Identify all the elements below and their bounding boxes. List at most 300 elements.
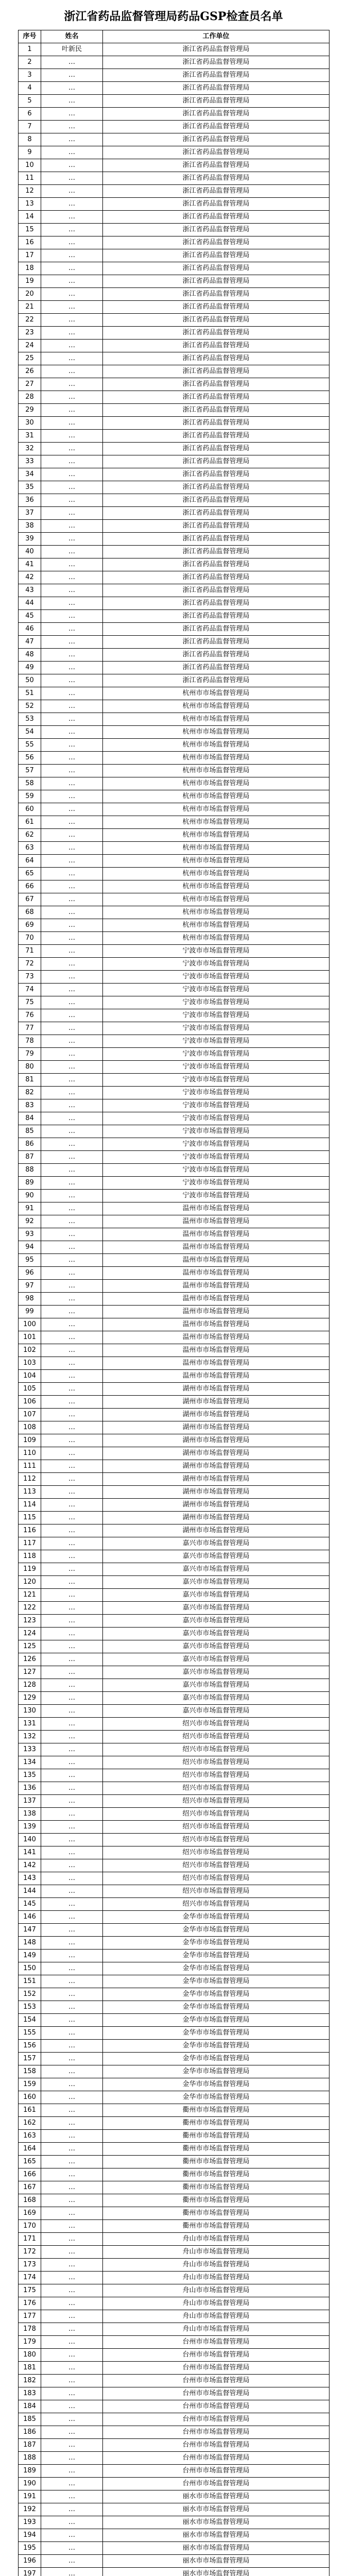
work-unit: 台州市市场监督管理局 xyxy=(103,2336,329,2349)
work-unit: 舟山市市场监督管理局 xyxy=(103,2310,329,2323)
row-number: 39 xyxy=(19,533,41,546)
table-row xyxy=(19,133,329,146)
row-number: 119 xyxy=(19,1563,41,1576)
inspector-name: … xyxy=(41,945,103,958)
inspector-name: … xyxy=(41,2078,103,2091)
inspector-name: … xyxy=(41,1962,103,1975)
table-row xyxy=(19,533,329,546)
work-unit: 杭州市市场监督管理局 xyxy=(103,777,329,790)
table-row xyxy=(19,1859,329,1872)
work-unit: 浙江省药品监督管理局 xyxy=(103,610,329,623)
header-row xyxy=(19,30,329,43)
row-number: 98 xyxy=(19,1293,41,1306)
inspector-name: … xyxy=(41,2516,103,2529)
work-unit: 绍兴市市场监督管理局 xyxy=(103,1859,329,1872)
work-unit: 湖州市市场监督管理局 xyxy=(103,1383,329,1396)
work-unit: 嘉兴市市场监督管理局 xyxy=(103,1666,329,1679)
inspector-name: … xyxy=(41,507,103,520)
table-row xyxy=(19,1898,329,1911)
inspector-name: … xyxy=(41,417,103,430)
inspector-name: … xyxy=(41,1769,103,1782)
work-unit: 衢州市市场监督管理局 xyxy=(103,2181,329,2194)
table-row xyxy=(19,262,329,275)
table-row xyxy=(19,739,329,752)
table-row xyxy=(19,56,329,69)
work-unit: 丽水市市场监督管理局 xyxy=(103,2542,329,2555)
table-row xyxy=(19,1293,329,1306)
row-number: 6 xyxy=(19,108,41,121)
inspector-name: … xyxy=(41,649,103,662)
row-number: 163 xyxy=(19,2130,41,2143)
row-number: 183 xyxy=(19,2387,41,2400)
inspector-name: … xyxy=(41,2014,103,2027)
inspector-name: … xyxy=(41,314,103,327)
row-number: 88 xyxy=(19,1164,41,1177)
table-row xyxy=(19,2246,329,2259)
inspector-name: … xyxy=(41,700,103,713)
table-row xyxy=(19,378,329,391)
inspector-name: … xyxy=(41,1756,103,1769)
row-number: 34 xyxy=(19,468,41,481)
inspector-name: … xyxy=(41,2310,103,2323)
row-number: 117 xyxy=(19,1537,41,1550)
table-row xyxy=(19,1589,329,1602)
row-number: 52 xyxy=(19,700,41,713)
table-row xyxy=(19,1421,329,1434)
table-row xyxy=(19,2426,329,2439)
table-row xyxy=(19,2233,329,2246)
table-row xyxy=(19,2220,329,2233)
row-number: 75 xyxy=(19,996,41,1009)
row-number: 28 xyxy=(19,391,41,404)
row-number: 38 xyxy=(19,520,41,533)
row-number: 172 xyxy=(19,2246,41,2259)
row-number: 27 xyxy=(19,378,41,391)
work-unit: 浙江省药品监督管理局 xyxy=(103,404,329,417)
inspector-name: … xyxy=(41,1009,103,1022)
row-number: 129 xyxy=(19,1692,41,1705)
inspector-name: … xyxy=(41,121,103,133)
work-unit: 台州市市场监督管理局 xyxy=(103,2478,329,2490)
table-row xyxy=(19,2130,329,2143)
row-number: 8 xyxy=(19,133,41,146)
inspector-name: … xyxy=(41,430,103,443)
work-unit: 嘉兴市市场监督管理局 xyxy=(103,1537,329,1550)
inspector-name: … xyxy=(41,1293,103,1306)
table-row xyxy=(19,893,329,906)
table-row xyxy=(19,288,329,301)
row-number: 3 xyxy=(19,69,41,82)
inspector-name: … xyxy=(41,1550,103,1563)
work-unit: 台州市市场监督管理局 xyxy=(103,2387,329,2400)
row-number: 140 xyxy=(19,1834,41,1846)
inspector-name: … xyxy=(41,2168,103,2181)
work-unit: 宁波市市场监督管理局 xyxy=(103,1035,329,1048)
work-unit: 浙江省药品监督管理局 xyxy=(103,314,329,327)
work-unit: 台州市市场监督管理局 xyxy=(103,2452,329,2465)
row-number: 176 xyxy=(19,2297,41,2310)
work-unit: 衢州市市场监督管理局 xyxy=(103,2130,329,2143)
inspector-name: … xyxy=(41,1731,103,1743)
inspector-name: … xyxy=(41,1151,103,1164)
table-row xyxy=(19,1988,329,2001)
inspector-name: … xyxy=(41,2336,103,2349)
row-number: 87 xyxy=(19,1151,41,1164)
inspector-name: … xyxy=(41,2156,103,2168)
table-row xyxy=(19,765,329,777)
row-number: 72 xyxy=(19,958,41,971)
inspector-name: … xyxy=(41,726,103,739)
row-number: 5 xyxy=(19,95,41,108)
row-number: 44 xyxy=(19,597,41,610)
inspector-name: … xyxy=(41,1434,103,1447)
work-unit: 嘉兴市市场监督管理局 xyxy=(103,1589,329,1602)
inspector-name: … xyxy=(41,1048,103,1061)
table-row xyxy=(19,172,329,185)
table-row xyxy=(19,1731,329,1743)
table-row xyxy=(19,842,329,855)
inspector-name: … xyxy=(41,2272,103,2284)
table-row xyxy=(19,1280,329,1293)
table-row xyxy=(19,1769,329,1782)
table-row xyxy=(19,1524,329,1537)
table-row xyxy=(19,224,329,236)
work-unit: 浙江省药品监督管理局 xyxy=(103,597,329,610)
row-number: 16 xyxy=(19,236,41,249)
table-row xyxy=(19,2284,329,2297)
table-row xyxy=(19,236,329,249)
row-number: 66 xyxy=(19,880,41,893)
work-unit: 金华市市场监督管理局 xyxy=(103,1924,329,1937)
inspector-name: … xyxy=(41,571,103,584)
inspector-name: … xyxy=(41,1331,103,1344)
row-number: 57 xyxy=(19,765,41,777)
inspector-name: … xyxy=(41,1885,103,1898)
work-unit: 绍兴市市场监督管理局 xyxy=(103,1795,329,1808)
work-unit: 宁波市市场监督管理局 xyxy=(103,1190,329,1202)
inspector-name: … xyxy=(41,623,103,636)
work-unit: 嘉兴市市场监督管理局 xyxy=(103,1679,329,1692)
work-unit: 浙江省药品监督管理局 xyxy=(103,649,329,662)
inspector-name: … xyxy=(41,1254,103,1267)
table-row xyxy=(19,1692,329,1705)
inspector-name: … xyxy=(41,1215,103,1228)
row-number: 188 xyxy=(19,2452,41,2465)
table-row xyxy=(19,2001,329,2014)
work-unit: 杭州市市场监督管理局 xyxy=(103,790,329,803)
inspector-name: … xyxy=(41,1267,103,1280)
work-unit: 舟山市市场监督管理局 xyxy=(103,2284,329,2297)
table-row xyxy=(19,1383,329,1396)
row-number: 4 xyxy=(19,82,41,95)
inspector-name: … xyxy=(41,1924,103,1937)
row-number: 165 xyxy=(19,2156,41,2168)
row-number: 110 xyxy=(19,1447,41,1460)
table-row xyxy=(19,468,329,481)
inspector-name: … xyxy=(41,636,103,649)
row-number: 51 xyxy=(19,687,41,700)
row-number: 77 xyxy=(19,1022,41,1035)
work-unit: 杭州市市场监督管理局 xyxy=(103,726,329,739)
table-row xyxy=(19,95,329,108)
table-row xyxy=(19,2375,329,2387)
inspector-name: … xyxy=(41,2284,103,2297)
row-number: 159 xyxy=(19,2078,41,2091)
inspector-name: … xyxy=(41,932,103,945)
inspector-name: … xyxy=(41,597,103,610)
inspector-name: … xyxy=(41,133,103,146)
work-unit: 浙江省药品监督管理局 xyxy=(103,636,329,649)
inspector-name: … xyxy=(41,2375,103,2387)
work-unit: 宁波市市场监督管理局 xyxy=(103,1164,329,1177)
inspector-name: … xyxy=(41,739,103,752)
inspector-name: … xyxy=(41,1486,103,1499)
row-number: 121 xyxy=(19,1589,41,1602)
table-row xyxy=(19,558,329,571)
row-number: 106 xyxy=(19,1396,41,1409)
work-unit: 浙江省药品监督管理局 xyxy=(103,172,329,185)
row-number: 76 xyxy=(19,1009,41,1022)
table-row xyxy=(19,2117,329,2130)
inspector-name: … xyxy=(41,880,103,893)
work-unit: 浙江省药品监督管理局 xyxy=(103,507,329,520)
inspector-name: … xyxy=(41,391,103,404)
row-number: 189 xyxy=(19,2465,41,2478)
row-number: 61 xyxy=(19,816,41,829)
row-number: 157 xyxy=(19,2053,41,2065)
inspector-name: … xyxy=(41,1306,103,1318)
table-row xyxy=(19,958,329,971)
inspector-name: … xyxy=(41,1859,103,1872)
row-number: 186 xyxy=(19,2426,41,2439)
header-unit: 工作单位 xyxy=(103,30,329,43)
inspector-name: … xyxy=(41,971,103,984)
table-row xyxy=(19,2503,329,2516)
work-unit: 温州市市场监督管理局 xyxy=(103,1344,329,1357)
work-unit: 嘉兴市市场监督管理局 xyxy=(103,1602,329,1615)
table-row xyxy=(19,340,329,352)
row-number: 114 xyxy=(19,1499,41,1512)
row-number: 197 xyxy=(19,2568,41,2576)
work-unit: 衢州市市场监督管理局 xyxy=(103,2117,329,2130)
row-number: 149 xyxy=(19,1950,41,1962)
row-number: 79 xyxy=(19,1048,41,1061)
table-row xyxy=(19,1499,329,1512)
work-unit: 浙江省药品监督管理局 xyxy=(103,365,329,378)
table-row xyxy=(19,2490,329,2503)
inspector-name: … xyxy=(41,1821,103,1834)
inspector-name: … xyxy=(41,159,103,172)
table-row xyxy=(19,1087,329,1099)
row-number: 10 xyxy=(19,159,41,172)
row-number: 37 xyxy=(19,507,41,520)
table-row xyxy=(19,2349,329,2362)
inspector-name: … xyxy=(41,1460,103,1473)
inspector-name: … xyxy=(41,1022,103,1035)
inspector-name: … xyxy=(41,765,103,777)
work-unit: 浙江省药品监督管理局 xyxy=(103,288,329,301)
table-row xyxy=(19,1911,329,1924)
table-row xyxy=(19,649,329,662)
row-number: 141 xyxy=(19,1846,41,1859)
row-number: 35 xyxy=(19,481,41,494)
work-unit: 金华市市场监督管理局 xyxy=(103,1950,329,1962)
work-unit: 温州市市场监督管理局 xyxy=(103,1306,329,1318)
table-row xyxy=(19,726,329,739)
row-number: 135 xyxy=(19,1769,41,1782)
work-unit: 宁波市市场监督管理局 xyxy=(103,1087,329,1099)
work-unit: 舟山市市场监督管理局 xyxy=(103,2323,329,2336)
inspector-name: … xyxy=(41,2297,103,2310)
inspector-name: … xyxy=(41,301,103,314)
table-row xyxy=(19,1022,329,1035)
inspector-name: … xyxy=(41,713,103,726)
row-number: 118 xyxy=(19,1550,41,1563)
work-unit: 金华市市场监督管理局 xyxy=(103,2027,329,2040)
work-unit: 浙江省药品监督管理局 xyxy=(103,481,329,494)
work-unit: 绍兴市市场监督管理局 xyxy=(103,1872,329,1885)
inspector-name: … xyxy=(41,584,103,597)
inspector-name: … xyxy=(41,1447,103,1460)
row-number: 43 xyxy=(19,584,41,597)
inspector-name: … xyxy=(41,2117,103,2130)
row-number: 59 xyxy=(19,790,41,803)
row-number: 94 xyxy=(19,1241,41,1254)
row-number: 146 xyxy=(19,1911,41,1924)
work-unit: 浙江省药品监督管理局 xyxy=(103,546,329,558)
row-number: 18 xyxy=(19,262,41,275)
inspector-name: … xyxy=(41,327,103,340)
work-unit: 金华市市场监督管理局 xyxy=(103,2053,329,2065)
row-number: 130 xyxy=(19,1705,41,1718)
inspector-name: … xyxy=(41,829,103,842)
work-unit: 浙江省药品监督管理局 xyxy=(103,56,329,69)
work-unit: 衢州市市场监督管理局 xyxy=(103,2220,329,2233)
inspector-name: … xyxy=(41,803,103,816)
row-number: 62 xyxy=(19,829,41,842)
header-name: 姓名 xyxy=(41,30,103,43)
row-number: 124 xyxy=(19,1628,41,1640)
work-unit: 金华市市场监督管理局 xyxy=(103,2065,329,2078)
table-row xyxy=(19,1254,329,1267)
row-number: 184 xyxy=(19,2400,41,2413)
table-row xyxy=(19,301,329,314)
work-unit: 浙江省药品监督管理局 xyxy=(103,494,329,507)
row-number: 109 xyxy=(19,1434,41,1447)
inspector-name: … xyxy=(41,2323,103,2336)
inspector-name: … xyxy=(41,146,103,159)
table-row xyxy=(19,2452,329,2465)
work-unit: 杭州市市场监督管理局 xyxy=(103,752,329,765)
inspector-name: … xyxy=(41,1975,103,1988)
inspector-name: … xyxy=(41,2362,103,2375)
row-number: 65 xyxy=(19,868,41,880)
inspector-name: … xyxy=(41,2001,103,2014)
inspector-name: … xyxy=(41,1872,103,1885)
inspector-name: … xyxy=(41,1164,103,1177)
work-unit: 湖州市市场监督管理局 xyxy=(103,1396,329,1409)
work-unit: 舟山市市场监督管理局 xyxy=(103,2259,329,2272)
inspector-name: … xyxy=(41,249,103,262)
row-number: 133 xyxy=(19,1743,41,1756)
row-number: 123 xyxy=(19,1615,41,1628)
work-unit: 绍兴市市场监督管理局 xyxy=(103,1898,329,1911)
table-row xyxy=(19,2168,329,2181)
row-number: 191 xyxy=(19,2490,41,2503)
row-number: 127 xyxy=(19,1666,41,1679)
work-unit: 湖州市市场监督管理局 xyxy=(103,1524,329,1537)
row-number: 182 xyxy=(19,2375,41,2387)
inspector-name: … xyxy=(41,1087,103,1099)
inspector-name: … xyxy=(41,1628,103,1640)
work-unit: 浙江省药品监督管理局 xyxy=(103,108,329,121)
inspector-name: … xyxy=(41,2091,103,2104)
row-number: 174 xyxy=(19,2272,41,2284)
table-row xyxy=(19,687,329,700)
table-row xyxy=(19,816,329,829)
work-unit: 浙江省药品监督管理局 xyxy=(103,327,329,340)
work-unit: 台州市市场监督管理局 xyxy=(103,2400,329,2413)
inspector-name: … xyxy=(41,2207,103,2220)
row-number: 177 xyxy=(19,2310,41,2323)
work-unit: 湖州市市场监督管理局 xyxy=(103,1512,329,1524)
work-unit: 宁波市市场监督管理局 xyxy=(103,971,329,984)
inspector-name: … xyxy=(41,2027,103,2040)
inspector-name: … xyxy=(41,752,103,765)
row-number: 84 xyxy=(19,1112,41,1125)
inspector-name: … xyxy=(41,2194,103,2207)
table-row xyxy=(19,455,329,468)
work-unit: 杭州市市场监督管理局 xyxy=(103,765,329,777)
table-row xyxy=(19,752,329,765)
work-unit: 湖州市市场监督管理局 xyxy=(103,1447,329,1460)
inspector-name: … xyxy=(41,893,103,906)
table-row xyxy=(19,82,329,95)
table-row xyxy=(19,996,329,1009)
row-number: 2 xyxy=(19,56,41,69)
inspector-name: … xyxy=(41,455,103,468)
table-row xyxy=(19,2014,329,2027)
row-number: 13 xyxy=(19,198,41,211)
inspector-name: … xyxy=(41,288,103,301)
inspector-name: … xyxy=(41,1099,103,1112)
work-unit: 宁波市市场监督管理局 xyxy=(103,1112,329,1125)
inspector-name: … xyxy=(41,1383,103,1396)
work-unit: 浙江省药品监督管理局 xyxy=(103,391,329,404)
table-row xyxy=(19,1125,329,1138)
table-row xyxy=(19,2040,329,2053)
inspector-name: … xyxy=(41,533,103,546)
row-number: 17 xyxy=(19,249,41,262)
table-row xyxy=(19,1795,329,1808)
inspector-name: … xyxy=(41,790,103,803)
table-row xyxy=(19,790,329,803)
inspector-name: … xyxy=(41,1666,103,1679)
table-row xyxy=(19,2413,329,2426)
work-unit: 浙江省药品监督管理局 xyxy=(103,185,329,198)
row-number: 173 xyxy=(19,2259,41,2272)
work-unit: 嘉兴市市场监督管理局 xyxy=(103,1640,329,1653)
inspector-name: … xyxy=(41,2452,103,2465)
work-unit: 舟山市市场监督管理局 xyxy=(103,2272,329,2284)
row-number: 154 xyxy=(19,2014,41,2027)
table-row xyxy=(19,2336,329,2349)
table-row xyxy=(19,121,329,133)
inspector-name: … xyxy=(41,1512,103,1524)
table-row xyxy=(19,1628,329,1640)
work-unit: 杭州市市场监督管理局 xyxy=(103,816,329,829)
table-row xyxy=(19,829,329,842)
